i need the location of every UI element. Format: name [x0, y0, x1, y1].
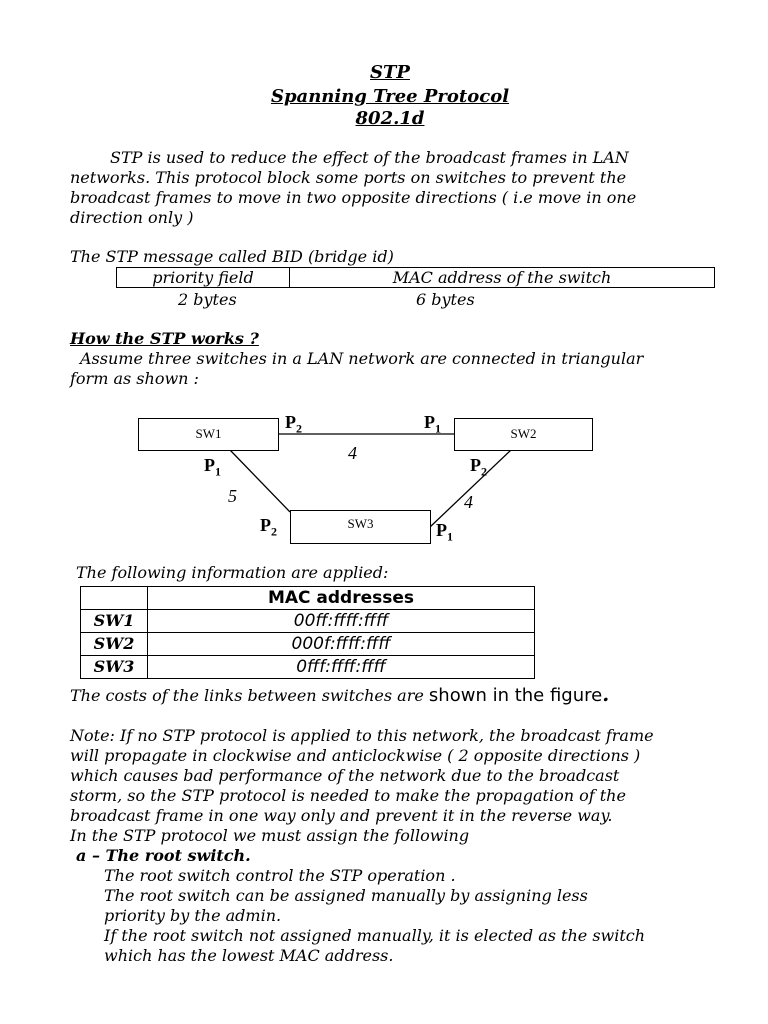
- switch-sw2: SW2: [454, 418, 593, 451]
- bid-mac-field: MAC address of the switch: [290, 268, 715, 288]
- note-line-1: Note: If no STP protocol is applied to this network, the broadcast frame: [70, 726, 654, 745]
- link-sw1-sw3: [230, 450, 290, 512]
- port-number: 1: [435, 421, 441, 436]
- port-letter: P: [424, 412, 435, 432]
- port-sw1-p1: [204, 455, 221, 480]
- how-line-1: Assume three switches in a LAN network are connected in triangular: [80, 349, 644, 368]
- port-letter: P: [260, 515, 271, 535]
- table-row: [81, 656, 535, 679]
- mac-switch-label: SW2: [81, 633, 148, 656]
- port-letter: P: [285, 412, 296, 432]
- port-letter: P: [204, 455, 215, 475]
- mac-switch-label: SW1: [81, 610, 148, 633]
- port-sw3-p2: [260, 515, 277, 540]
- cost-sw1-sw2: 4: [348, 443, 357, 463]
- intro-line-3: broadcast frames to move in two opposite directions ( i.e move in one: [70, 188, 637, 207]
- port-sw2-p2: [470, 455, 487, 480]
- switch-sw3: SW3: [290, 510, 431, 544]
- root-line-5: which has the lowest MAC address.: [104, 946, 394, 965]
- note-line-3: which causes bad performance of the network due to the broadcast: [70, 766, 620, 785]
- how-heading: How the STP works ?: [70, 329, 259, 348]
- title-stp: STP: [370, 62, 410, 83]
- port-number: 1: [215, 464, 221, 479]
- port-number: 2: [271, 524, 277, 539]
- root-line-1: The root switch control the STP operation .: [104, 866, 456, 885]
- mac-value: 0fff:ffff:ffff: [148, 656, 535, 679]
- table-row: [81, 610, 535, 633]
- costs-note-part1: The costs of the links between switches are: [70, 686, 429, 705]
- port-number: 2: [296, 421, 302, 436]
- port-number: 1: [447, 529, 453, 544]
- note-line-5: broadcast frame in one way only and prevent it in the reverse way.: [70, 806, 613, 825]
- intro-line-1: STP is used to reduce the effect of the broadcast frames in LAN: [110, 148, 629, 167]
- costs-note-part2: shown in the figure: [428, 685, 603, 706]
- bid-caption: The STP message called BID (bridge id): [70, 247, 394, 266]
- mac-table: [80, 586, 535, 679]
- mac-value: 000f:ffff:ffff: [148, 633, 535, 656]
- assign-line: In the STP protocol we must assign the following: [70, 826, 470, 845]
- port-sw3-p1: [436, 520, 453, 545]
- switch-sw1: SW1: [138, 418, 279, 451]
- cost-sw2-sw3: 4: [464, 492, 473, 512]
- mac-caption: The following information are applied:: [76, 563, 389, 582]
- mac-header-blank: [81, 587, 148, 610]
- bid-size-mac: 6 bytes: [416, 290, 475, 309]
- port-sw2-p1: [424, 412, 441, 437]
- root-line-2: The root switch can be assigned manually by assigning less: [104, 886, 588, 905]
- how-line-2: form as shown :: [70, 369, 199, 388]
- bid-size-priority: 2 bytes: [178, 290, 237, 309]
- root-heading: a – The root switch.: [76, 846, 251, 865]
- note-line-2: will propagate in clockwise and anticlockwise ( 2 opposite directions ): [70, 746, 641, 765]
- mac-switch-label: SW3: [81, 656, 148, 679]
- mac-header: MAC addresses: [148, 587, 535, 610]
- costs-note: [70, 684, 609, 706]
- intro-line-2: networks. This protocol block some ports on switches to prevent the: [70, 168, 627, 187]
- cost-sw1-sw3: 5: [228, 486, 237, 506]
- note-line-4: storm, so the STP protocol is needed to make the propagation of the: [70, 786, 626, 805]
- mac-value: 00ff:ffff:ffff: [148, 610, 535, 633]
- port-letter: P: [436, 520, 447, 540]
- intro-line-4: direction only ): [70, 208, 194, 227]
- table-row: [81, 633, 535, 656]
- port-sw1-p2: [285, 412, 302, 437]
- costs-note-part3: .: [602, 682, 610, 706]
- root-line-4: If the root switch not assigned manually, it is elected as the switch: [104, 926, 646, 945]
- port-number: 2: [481, 464, 487, 479]
- port-letter: P: [470, 455, 481, 475]
- root-line-3: priority by the admin.: [104, 906, 282, 925]
- bid-priority-field: priority field: [117, 268, 290, 288]
- title-standard: 802.1d: [355, 108, 425, 129]
- title-full: Spanning Tree Protocol: [270, 86, 510, 107]
